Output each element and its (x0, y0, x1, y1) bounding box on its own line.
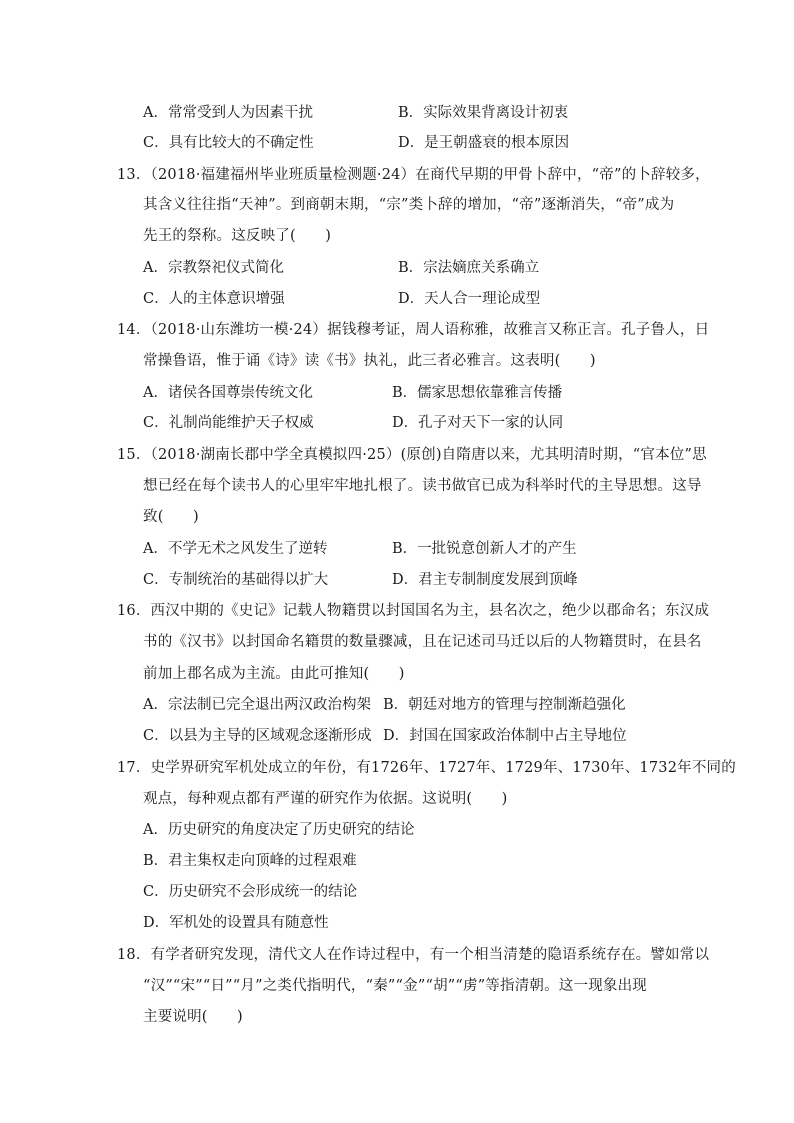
q15-stem-line2: 想已经在每个读书人的心里牢牢地扎根了。读书做官已成为科举时代的主导思想。这导 (143, 478, 702, 494)
q16-stem-line3: 前加上郡名成为主流。由此可推知( ) (143, 666, 405, 682)
q18-stem-line2: “汉”“宋”“日”“月”之类代指明代，“秦”“金”“胡”“虏”等指清朝。这一现象出现 (143, 978, 648, 994)
q12-option-c[interactable]: C．具有比较大的不确定性 (143, 135, 314, 151)
q18-stem-line3: 主要说明( ) (143, 1009, 243, 1025)
q15-option-a[interactable]: A．不学无术之风发生了逆转 (143, 541, 328, 557)
q14-option-b[interactable]: B．儒家思想依靠雅言传播 (392, 385, 563, 401)
q14-stem-line2: 常操鲁语，惟于诵《诗》读《书》执礼，此三者必雅言。这表明( ) (143, 353, 596, 369)
q15-option-b[interactable]: B．一批锐意创新人才的产生 (392, 541, 577, 557)
q12-option-d[interactable]: D．是王朝盛衰的根本原因 (398, 135, 570, 151)
q12-option-b[interactable]: B．实际效果背离设计初衷 (398, 105, 569, 121)
q16-stem-line1: 16．西汉中期的《史记》记载人物籍贯以封国国名为主，县名次之，绝少以郡命名；东汉成 (117, 603, 710, 619)
q16-stem-line2: 书的《汉书》以封国命名籍贯的数量骤减，且在记述司马迁以后的人物籍贯时，在县名 (143, 634, 702, 650)
q13-stem-line2: 其含义往往指“天神”。到商朝末期，“宗”类卜辞的增加，“帝”逐渐消失，“帝”成为 (143, 197, 675, 213)
q16-option-a[interactable]: A．宗法制已完全退出两汉政治构架 (143, 697, 371, 713)
q17-option-b[interactable]: B．君主集权走向顶峰的过程艰难 (143, 853, 357, 869)
q13-option-a[interactable]: A．宗教祭祀仪式简化 (143, 260, 284, 276)
q13-option-d[interactable]: D．天人合一理论成型 (398, 291, 541, 307)
q17-stem-line1: 17．史学界研究军机处成立的年份，有1726年、1727年、1729年、1730年、1732年不同的 (117, 760, 736, 776)
q16-option-d[interactable]: D．封国在国家政治体制中占主导地位 (383, 728, 627, 744)
q17-option-c[interactable]: C．历史研究不会形成统一的结论 (143, 884, 358, 900)
q13-stem-line1: 13．（2018·福建福州毕业班质量检测题·24）在商代早期的甲骨卜辞中，“帝”的卜辞较多， (117, 167, 710, 183)
q13-option-c[interactable]: C．人的主体意识增强 (143, 291, 285, 307)
q16-option-b[interactable]: B．朝廷对地方的管理与控制渐趋强化 (383, 697, 626, 713)
q15-stem-line1: 15．（2018·湖南长郡中学全真模拟四·25）(原创)自隋唐以来，尤其明清时期，“官本位”思 (117, 447, 707, 463)
q14-option-c[interactable]: C．礼制尚能维护天子权威 (143, 415, 314, 431)
q14-option-a[interactable]: A．诸侯各国尊崇传统文化 (143, 385, 313, 401)
q13-option-b[interactable]: B．宗法嫡庶关系确立 (398, 260, 540, 276)
q14-stem-line1: 14．（2018·山东潍坊一模·24）据钱穆考证，周人语称雅，故雅言又称正言。孔子鲁人，日 (117, 322, 710, 338)
q13-stem-line3: 先王的祭称。这反映了( ) (143, 228, 332, 244)
q15-option-c[interactable]: C．专制统治的基础得以扩大 (143, 572, 329, 588)
q16-option-c[interactable]: C．以县为主导的区域观念逐渐形成 (143, 728, 372, 744)
q17-option-d[interactable]: D．军机处的设置具有随意性 (143, 915, 329, 931)
q17-option-a[interactable]: A．历史研究的角度决定了历史研究的结论 (143, 822, 415, 838)
q15-stem-line3: 致( ) (143, 509, 199, 525)
q15-option-d[interactable]: D．君主专制制度发展到顶峰 (392, 572, 578, 588)
q17-stem-line2: 观点，每种观点都有严谨的研究作为依据。这说明( ) (143, 791, 508, 807)
q14-option-d[interactable]: D．孔子对天下一家的认同 (392, 415, 564, 431)
q18-stem-line1: 18．有学者研究发现，清代文人在作诗过程中，有一个相当清楚的隐语系统存在。譬如常以 (117, 947, 710, 963)
q12-option-a[interactable]: A．常常受到人为因素干扰 (143, 105, 313, 121)
